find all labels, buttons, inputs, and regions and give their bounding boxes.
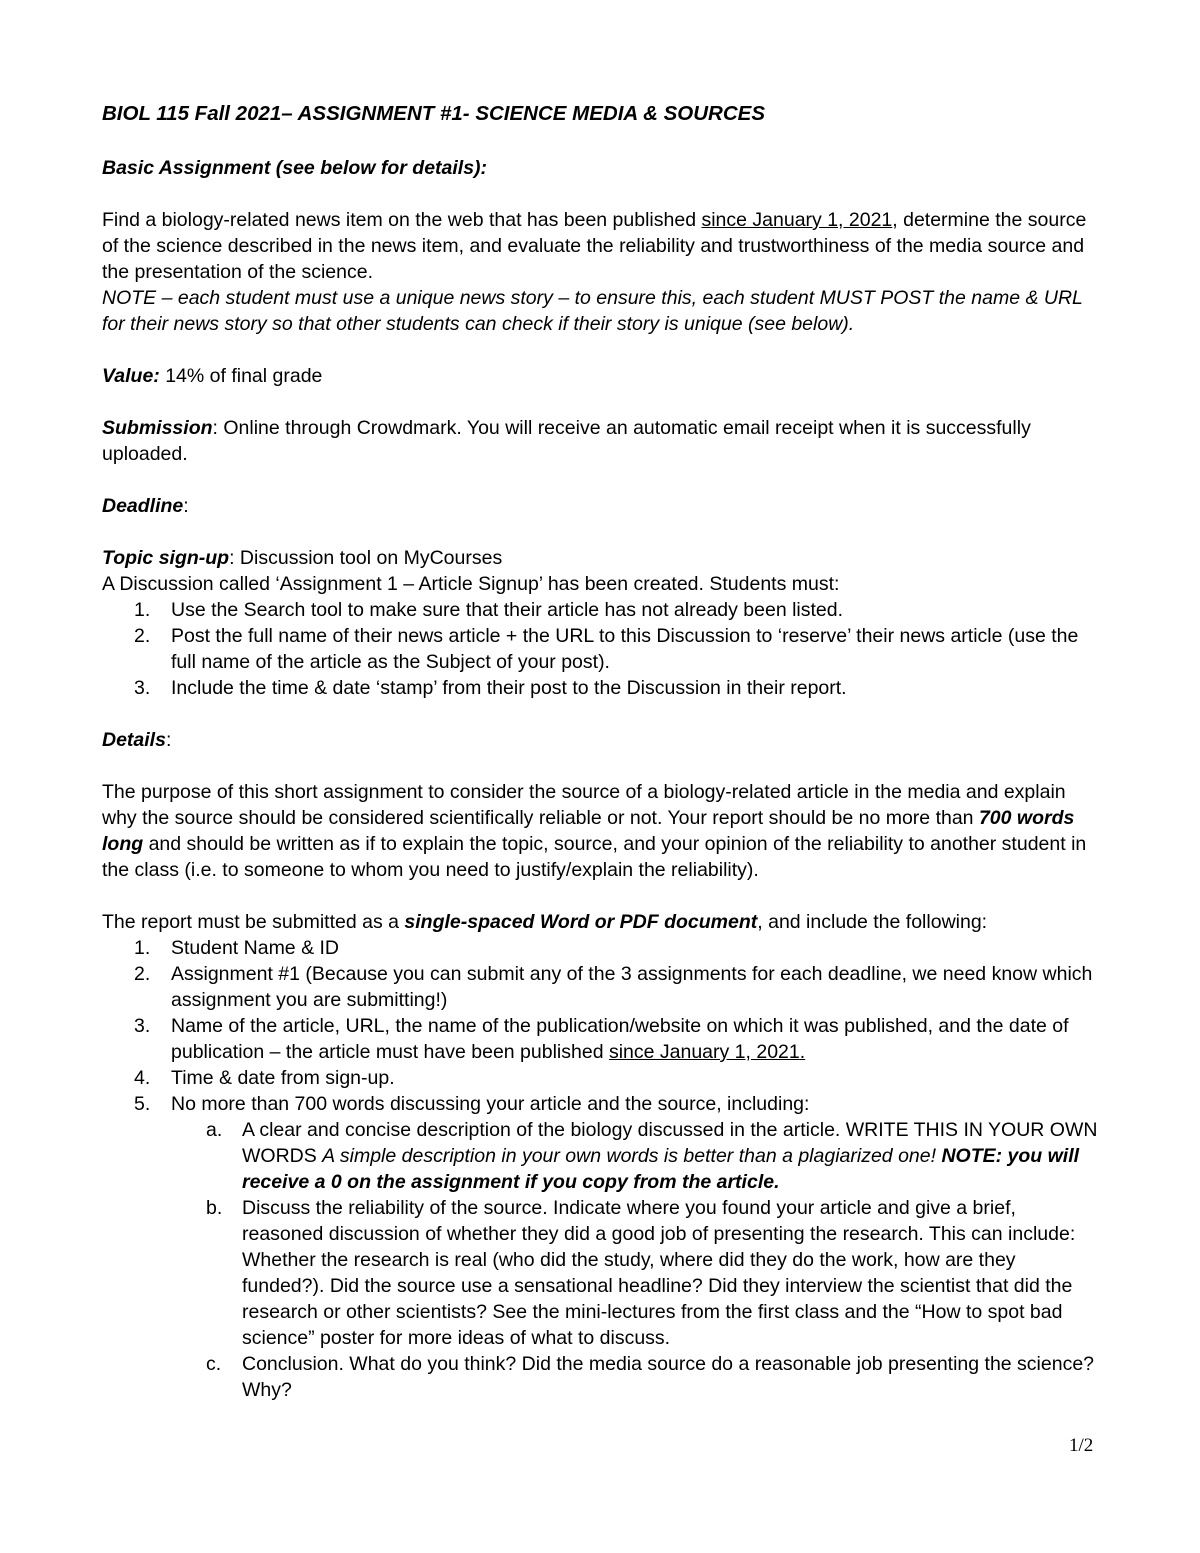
list-marker: 5. xyxy=(134,1093,151,1115)
point-text: A clear and concise description of the biology discussed in the article. WRITE THIS IN YOUR OWN WORDS xyxy=(242,1119,1098,1167)
unique-story-note xyxy=(102,285,1102,337)
details-label: Details xyxy=(102,729,166,751)
value-label: Value: xyxy=(102,365,160,387)
list-marker: 2. xyxy=(134,625,151,647)
word-limit: 700 words long xyxy=(102,807,1075,855)
point-text: Conclusion. What do you think? Did the media source do a reasonable job presenting the science? Why? xyxy=(242,1353,1095,1401)
signup-steps-list xyxy=(102,597,1102,701)
requirement-text: Time & date from sign-up. xyxy=(171,1067,395,1089)
deadline-colon: : xyxy=(183,495,189,517)
submission-label: Submission xyxy=(102,417,213,439)
list-item xyxy=(102,675,1102,701)
list-item xyxy=(102,623,1102,675)
intro-text-1: Find a biology-related news item on the web that has been published xyxy=(102,209,702,231)
list-item xyxy=(102,935,1102,961)
document-body xyxy=(102,99,1102,1403)
note-text: NOTE – each student must use a unique news story – to ensure this, each student MUST POST the name & URL for their news story so that other students can check if their story is unique (see below). xyxy=(102,287,1083,335)
submission-line xyxy=(102,415,1102,467)
list-marker: 3. xyxy=(134,677,151,699)
list-marker: b. xyxy=(206,1197,223,1219)
list-item xyxy=(171,1351,1102,1403)
topic-signup-label: Topic sign-up xyxy=(102,547,230,569)
deadline-label: Deadline xyxy=(102,495,184,517)
document-title: BIOL 115 Fall 2021– ASSIGNMENT #1- SCIENCE MEDIA & SOURCES xyxy=(102,102,766,125)
list-item xyxy=(102,1013,1102,1065)
deadline-line xyxy=(102,493,1102,519)
list-marker: a. xyxy=(206,1119,223,1141)
list-marker: 2. xyxy=(134,963,151,985)
topic-signup-text: : Discussion tool on MyCourses xyxy=(229,547,503,569)
discussion-points-list xyxy=(171,1117,1102,1403)
requirement-text: Name of the article, URL, the name of the publication/website on which it was published, and the date of publication – the article must have been published xyxy=(171,1015,1069,1063)
submission-text: : Online through Crowdmark. You will receive an automatic email receipt when it is successfully uploaded. xyxy=(102,417,1031,465)
intro-text-2: , determine the source of the science described in the news item, and evaluate the reliability and trustworthiness of the media source and the presentation of the science. xyxy=(102,209,1087,283)
basic-assignment-heading: Basic Assignment (see below for details): xyxy=(102,157,488,179)
value-line xyxy=(102,363,1102,389)
point-italic-text: A simple description in your own words is better than a plagiarized one! xyxy=(322,1145,942,1167)
list-item xyxy=(102,597,1102,623)
signup-step-text: Use the Search tool to make sure that their article has not already been listed. xyxy=(171,599,844,621)
list-marker: c. xyxy=(206,1353,222,1375)
topic-signup-line xyxy=(102,545,1102,571)
report-format: single-spaced Word or PDF document xyxy=(404,911,758,933)
plagiarism-warning: NOTE: you will receive a 0 on the assignment if you copy from the article. xyxy=(242,1145,1080,1193)
report-intro xyxy=(102,909,1102,935)
list-item xyxy=(102,961,1102,1013)
value-text: 14% of final grade xyxy=(159,365,323,387)
page-number: 1/2 xyxy=(1069,1435,1094,1456)
list-marker: 4. xyxy=(134,1067,151,1089)
requirement-text: Student Name & ID xyxy=(171,937,339,959)
report-requirements-list xyxy=(102,935,1102,1403)
purpose-paragraph xyxy=(102,779,1102,883)
list-marker: 1. xyxy=(134,599,151,621)
list-item xyxy=(171,1195,1102,1351)
purpose-text-1: The purpose of this short assignment to consider the source of a biology-related article in the media and explain why the source should be considered scientifically reliable or not. Your report should be no more than xyxy=(102,781,1066,829)
details-colon: : xyxy=(165,729,172,751)
intro-date: since January 1, 2021 xyxy=(701,209,893,231)
list-marker: 3. xyxy=(134,1015,151,1037)
purpose-text-2: and should be written as if to explain the topic, source, and your opinion of the reliability to another student in the class (i.e. to someone to whom you need to justify/explain the reliability). xyxy=(102,833,1087,881)
requirement-text: No more than 700 words discussing your article and the source, including: xyxy=(171,1093,810,1115)
list-item xyxy=(171,1117,1102,1195)
requirement-period: . xyxy=(799,1041,806,1063)
requirement-text: Assignment #1 (Because you can submit any of the 3 assignments for each deadline, we need know which assignment you are submitting!) xyxy=(171,963,1093,1011)
list-item xyxy=(102,1065,1102,1091)
report-text-2: , and include the following: xyxy=(757,911,988,933)
point-text: Discuss the reliability of the source. Indicate where you found your article and give a brief, reasoned discussion of whether they did a good job of presenting the research. This can include: Whether the research is real (who did the study, where did they do the work, how are they funded?). Did the source use a sensational headline? Did they interview the scientist that did the research or other scientists? See the mini-lectures from the first class and the “How to spot bad science” poster for more ideas of what to discuss. xyxy=(242,1197,1076,1349)
requirement-date: since January 1, 2021 xyxy=(608,1041,800,1063)
details-heading xyxy=(102,727,1102,753)
discussion-intro: A Discussion called ‘Assignment 1 – Article Signup’ has been created. Students must: xyxy=(102,573,840,595)
signup-step-text: Post the full name of their news article + the URL to this Discussion to ‘reserve’ their news article (use the full name of the article as the Subject of your post). xyxy=(171,625,1079,673)
intro-paragraph xyxy=(102,207,1102,285)
list-item xyxy=(102,1091,1102,1403)
list-marker: 1. xyxy=(134,937,151,959)
report-text-1: The report must be submitted as a xyxy=(102,911,405,933)
signup-step-text: Include the time & date ‘stamp’ from their post to the Discussion in their report. xyxy=(171,677,847,699)
